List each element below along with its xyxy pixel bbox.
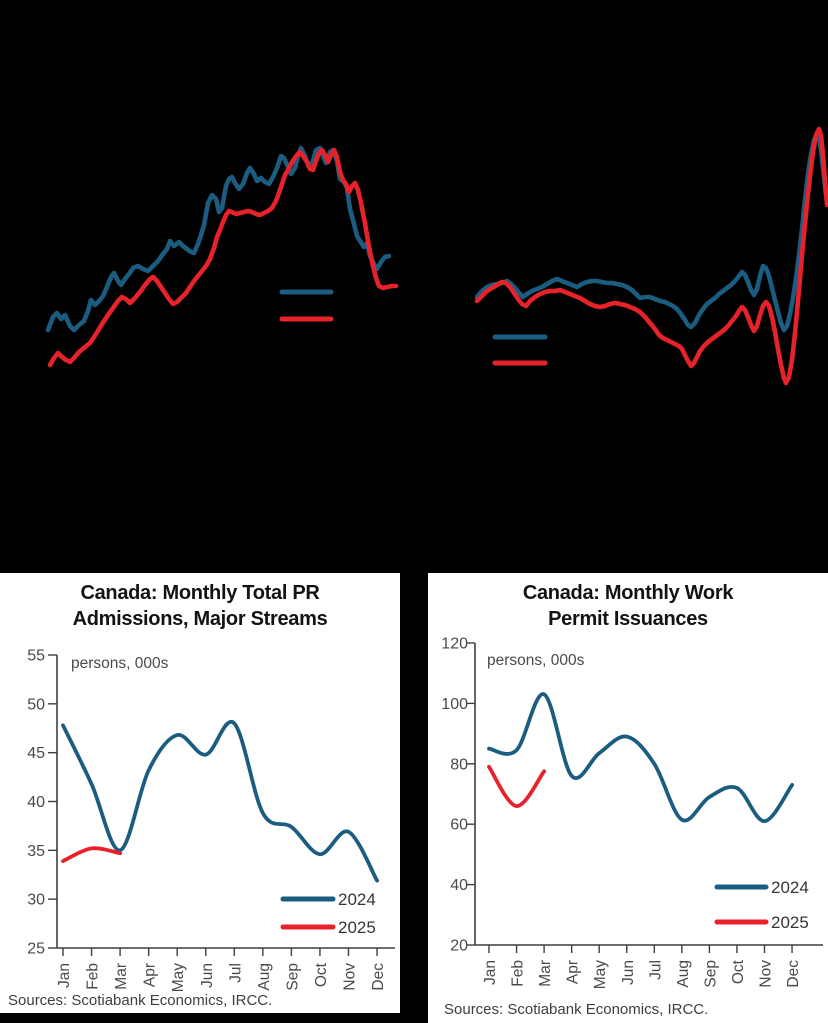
x-tick-label: Oct bbox=[729, 960, 747, 985]
series-2024-line bbox=[489, 694, 792, 821]
x-tick-label: Jan bbox=[482, 960, 499, 985]
pr-admissions-chart bbox=[0, 573, 400, 1013]
top-left-red-line bbox=[50, 150, 396, 365]
work-permits-panel bbox=[428, 573, 828, 1023]
x-tick-label: Nov bbox=[757, 960, 775, 988]
pr-admissions-panel bbox=[0, 573, 400, 1013]
series-2024-line bbox=[63, 722, 377, 881]
x-tick-label: Jun bbox=[619, 960, 637, 985]
y-tick-label: 40 bbox=[27, 794, 45, 811]
x-tick-label: Aug bbox=[255, 963, 273, 991]
x-tick-label: Aug bbox=[674, 960, 692, 988]
x-tick-label: Oct bbox=[312, 963, 330, 988]
unit-annotation: persons, 000s bbox=[71, 655, 169, 672]
y-tick-label: 20 bbox=[450, 937, 468, 955]
x-tick-label: Feb bbox=[509, 960, 527, 987]
x-tick-label: Jul bbox=[647, 960, 665, 980]
source-note: Sources: Scotiabank Economics, IRCC. bbox=[444, 1001, 709, 1018]
x-tick-label: Dec bbox=[785, 960, 803, 988]
x-tick-label: May bbox=[170, 963, 188, 993]
y-tick-label: 60 bbox=[450, 816, 468, 834]
y-tick-label: 55 bbox=[27, 647, 45, 665]
x-tick-label: May bbox=[592, 960, 610, 990]
x-tick-label: Sep bbox=[284, 963, 302, 991]
x-tick-label: Jun bbox=[198, 963, 216, 988]
legend-label-2024: 2024 bbox=[338, 890, 376, 909]
top-right-red-line bbox=[477, 129, 827, 383]
title-line-1: Canada: Monthly Work bbox=[522, 582, 734, 604]
y-tick-label: 25 bbox=[27, 940, 45, 958]
x-tick-label: Dec bbox=[370, 963, 388, 991]
source-note: Sources: Scotiabank Economics, IRCC. bbox=[8, 992, 273, 1009]
unit-annotation: persons, 000s bbox=[487, 652, 585, 669]
title-line-2: Permit Issuances bbox=[548, 608, 708, 630]
title-line-2: Admissions, Major Streams bbox=[72, 608, 328, 630]
work-permits-chart bbox=[428, 573, 828, 1023]
legend-label-2025: 2025 bbox=[771, 913, 809, 932]
title-line-1: Canada: Monthly Total PR bbox=[80, 582, 320, 604]
x-tick-label: Jan bbox=[56, 963, 73, 988]
legend-label-2024: 2024 bbox=[771, 878, 809, 897]
x-tick-label: Feb bbox=[84, 963, 102, 990]
y-tick-label: 45 bbox=[27, 745, 45, 763]
x-tick-label: Sep bbox=[702, 960, 720, 988]
x-tick-label: Jul bbox=[227, 963, 245, 983]
y-tick-label: 40 bbox=[450, 877, 468, 895]
legend-label-2025: 2025 bbox=[338, 918, 376, 937]
x-tick-label: Mar bbox=[113, 963, 131, 990]
y-tick-label: 35 bbox=[27, 842, 45, 860]
y-tick-label: 80 bbox=[450, 756, 468, 774]
series-2025-line bbox=[63, 848, 120, 861]
y-tick-label: 100 bbox=[441, 695, 468, 713]
series-2025-line bbox=[489, 767, 544, 806]
x-tick-label: Nov bbox=[341, 963, 359, 991]
y-tick-label: 50 bbox=[27, 696, 45, 714]
x-tick-label: Mar bbox=[537, 960, 555, 987]
y-tick-label: 30 bbox=[27, 891, 45, 909]
x-tick-label: Apr bbox=[564, 960, 582, 985]
y-tick-label: 120 bbox=[441, 635, 468, 653]
x-tick-label: Apr bbox=[141, 963, 159, 988]
